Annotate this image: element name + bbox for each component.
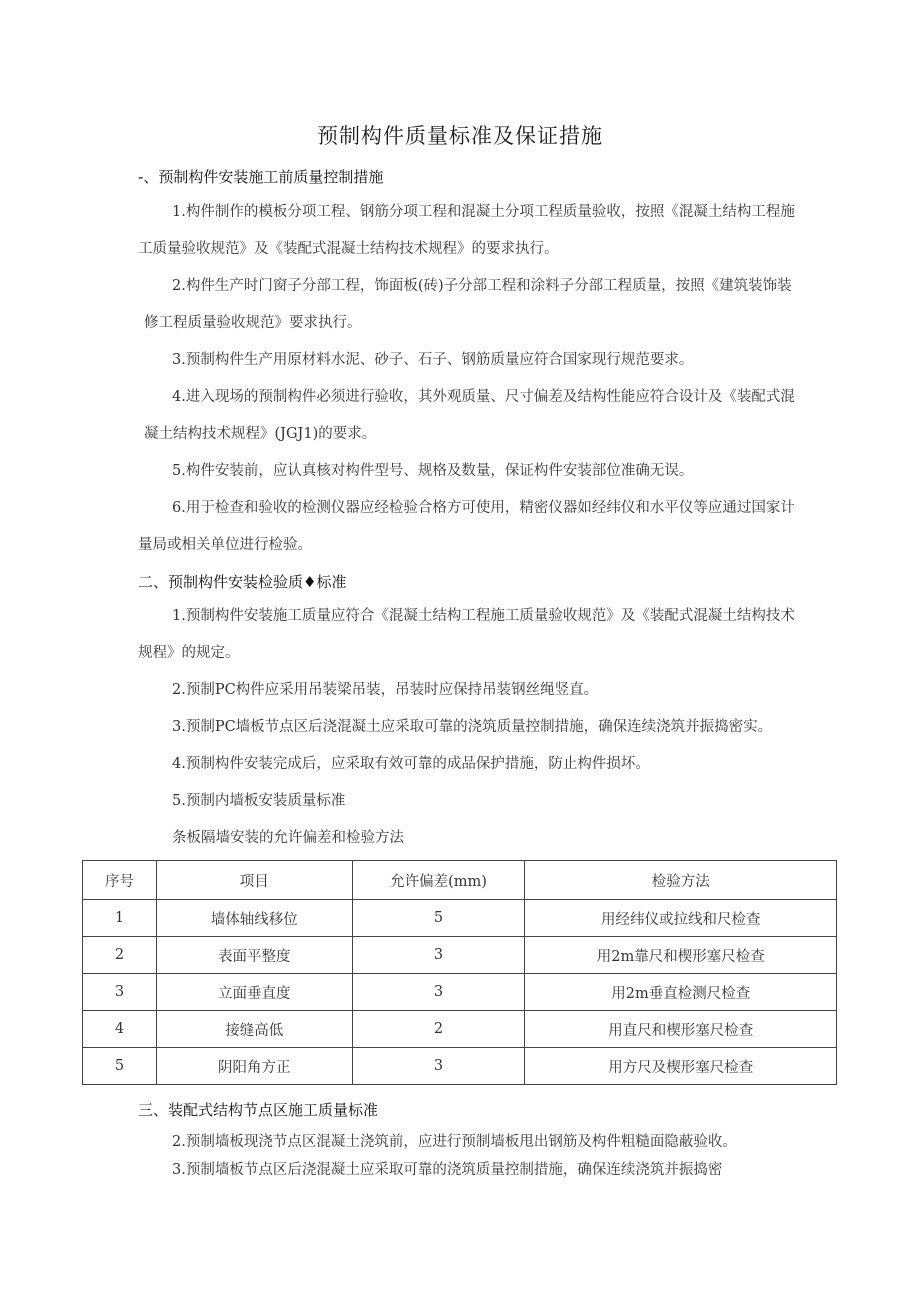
paragraph (138, 672, 838, 709)
tolerance-table (82, 860, 837, 1085)
table-cell: 2 (352, 1011, 525, 1048)
paragraph-line: 3.预制构件生产用原材料水泥、砂子、石子、钢筋质量应符合国家现行规范要求。 (172, 352, 694, 368)
paragraph-line: 1.构件制作的模板分项工程、钢筋分项工程和混凝土分项工程质量验收，按照《混凝土结构工程施 (172, 204, 795, 220)
table-cell: 用2m靠尺和楔形塞尺检查 (525, 937, 837, 974)
table-cell: 2 (83, 937, 157, 974)
section-2-heading: 二、预制构件安装检验质♦标准 (138, 573, 347, 591)
table-cell: 阴阳角方正 (156, 1048, 352, 1085)
table-row (83, 1048, 837, 1085)
paragraph-line: 量局或相关单位进行检验。 (138, 537, 312, 553)
paragraph-line: 4.进入现场的预制构件必须进行验收，其外观质量、尺寸偏差及结构性能应符合设计及《装配式混 (172, 389, 795, 405)
paragraph (138, 1152, 838, 1189)
table-cell: 3 (352, 1048, 525, 1085)
table-cell: 表面平整度 (156, 937, 352, 974)
paragraph-line: 5.预制内墙板安装质量标准 (172, 793, 346, 809)
paragraph (138, 490, 838, 564)
table-cell: 用直尺和楔形塞尺检查 (525, 1011, 837, 1048)
paragraph (138, 746, 838, 783)
table-cell: 用方尺及楔形塞尺检查 (525, 1048, 837, 1085)
table-cell: 用2m垂直检测尺检查 (525, 974, 837, 1011)
paragraph-line: 1.预制构件安装施工质量应符合《混凝土结构工程施工质量验收规范》及《装配式混凝土结构技术 (172, 608, 795, 624)
section-1-heading: -、预制构件安装施工前质量控制措施 (138, 168, 384, 186)
table-caption: 条板隔墙安装的允许偏差和检验方法 (172, 830, 404, 846)
paragraph (138, 379, 838, 453)
paragraph-line: 2.构件生产时门窗子分部工程，饰面板(砖)子分部工程和涂料子分部工程质量，按照《建筑装饰装 (172, 278, 792, 294)
paragraph-line: 修工程质量验收规范》要求执行。 (144, 315, 362, 331)
table-header-cell: 允许偏差(mm) (352, 861, 525, 900)
table-row (83, 1011, 837, 1048)
paragraph-line: 规程》的规定。 (138, 645, 240, 661)
paragraph (138, 453, 838, 490)
table-cell: 5 (352, 900, 525, 937)
table-header-row (83, 861, 837, 900)
table-cell: 3 (83, 974, 157, 1011)
table-cell: 用经纬仪或拉线和尺检查 (525, 900, 837, 937)
paragraph-line: 2.预制墙板现浇节点区混凝土浇筑前，应进行预制墙板甩出钢筋及构件粗糙面隐蔽验收。 (172, 1134, 737, 1150)
table-header-cell: 项目 (156, 861, 352, 900)
paragraph-line: 5.构件安装前，应认真核对构件型号、规格及数量，保证构件安装部位准确无误。 (172, 463, 694, 479)
paragraph-line: 凝土结构技术规程》(JGJ1)的要求。 (144, 426, 377, 442)
paragraph (138, 342, 838, 379)
table-row (83, 974, 837, 1011)
table-cell: 3 (352, 937, 525, 974)
table-header-cell: 检验方法 (525, 861, 837, 900)
paragraph (138, 783, 838, 820)
table-row (83, 937, 837, 974)
table-cell: 5 (83, 1048, 157, 1085)
paragraph-line: 4.预制构件安装完成后，应采取有效可靠的成品保护措施，防止构件损坏。 (172, 756, 650, 772)
paragraph (138, 709, 838, 746)
paragraph (138, 268, 838, 342)
paragraph-line: 3.预制墙板节点区后浇混凝土应采取可靠的浇筑质量控制措施，确保连续浇筑并振捣密 (172, 1162, 723, 1178)
paragraph-line: 3.预制PC墙板节点区后浇混凝土应采取可靠的浇筑质量控制措施，确保连续浇筑并振捣密实。 (172, 719, 773, 735)
section-3-heading: 三、装配式结构节点区施工质量标准 (138, 1101, 379, 1119)
paragraph (138, 194, 838, 268)
table-cell: 4 (83, 1011, 157, 1048)
paragraph (138, 598, 838, 672)
table-cell: 3 (352, 974, 525, 1011)
paragraph-line: 6.用于检查和验收的检测仪器应经检验合格方可使用，精密仪器如经纬仪和水平仪等应通过国家计 (172, 500, 795, 516)
table-cell: 接缝高低 (156, 1011, 352, 1048)
table-row (83, 900, 837, 937)
paragraph-line: 2.预制PC构件应采用吊装梁吊装，吊装时应保持吊装钢丝绳竖直。 (172, 682, 599, 698)
document-title: 预制构件质量标准及保证措施 (317, 124, 603, 148)
table-cell: 1 (83, 900, 157, 937)
paragraph-line: 工质量验收规范》及《装配式混凝土结构技术规程》的要求执行。 (138, 241, 559, 257)
table-cell: 墙体轴线移位 (156, 900, 352, 937)
table-header-cell: 序号 (83, 861, 157, 900)
table-cell: 立面垂直度 (156, 974, 352, 1011)
